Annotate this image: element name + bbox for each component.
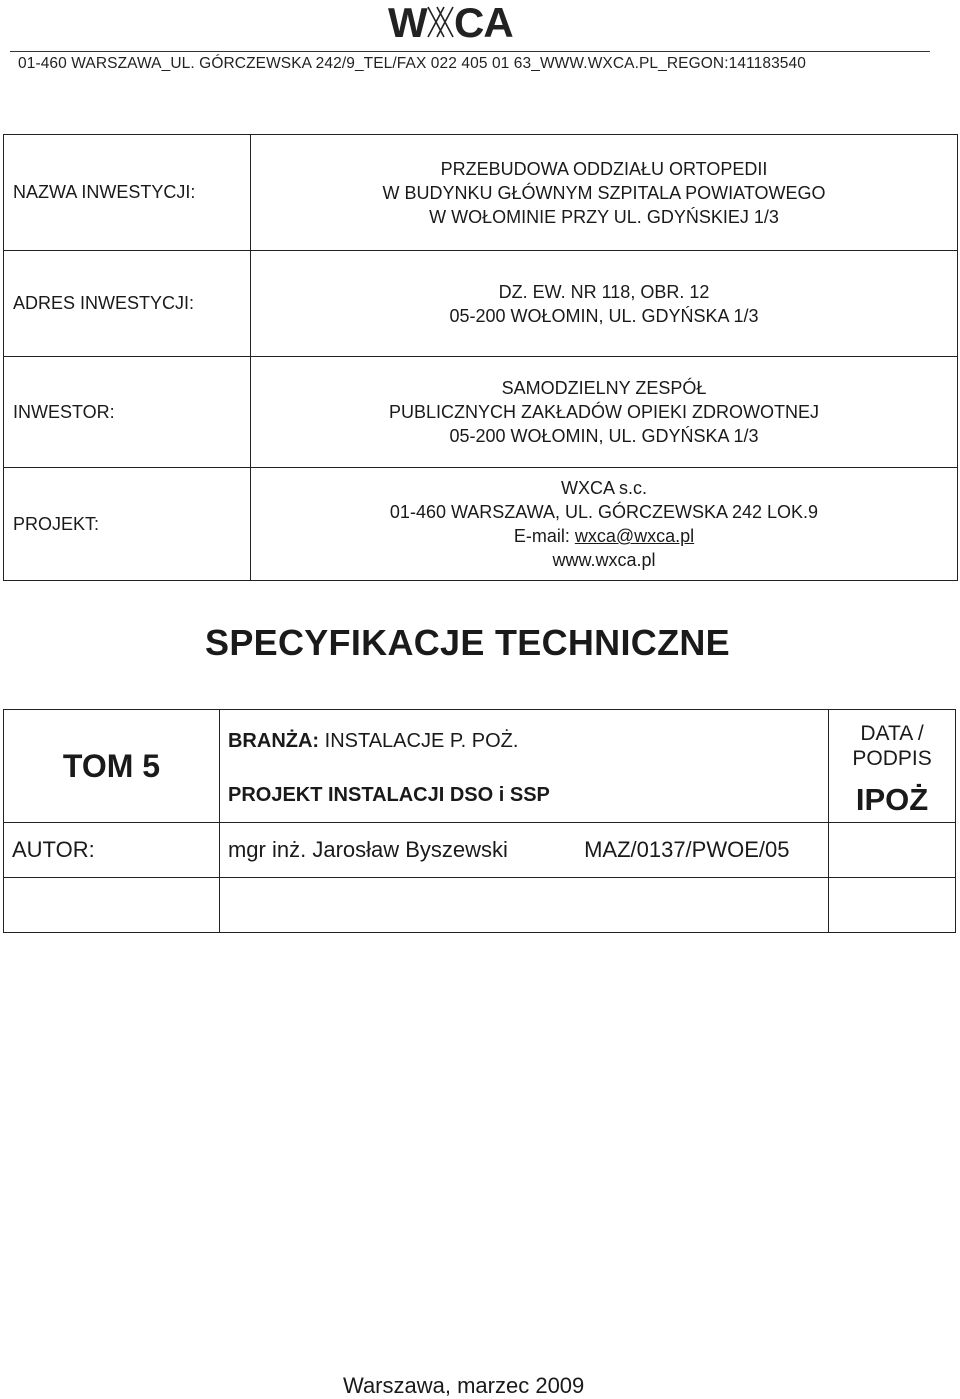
website-line: www.wxca.pl <box>552 550 656 570</box>
row-value <box>251 251 958 357</box>
investment-info-table <box>3 134 958 581</box>
header-info-line: 01-460 WARSZAWA_UL. GÓRCZEWSKA 242/9_TEL/FAX 022 405 01 63_WWW.WXCA.PL_REGON:141183540 <box>18 55 806 72</box>
author-license: MAZ/0137/PWOE/05 <box>584 837 790 862</box>
row-label: INWESTOR: <box>4 357 251 468</box>
author-cell <box>219 823 828 878</box>
value-line: PUBLICZNYCH ZAKŁADÓW OPIEKI ZDROWOTNEJ <box>388 402 820 422</box>
footer-place-date: Warszawa, marzec 2009 <box>343 1373 585 1398</box>
table-row <box>4 357 958 468</box>
value-line: 05-200 WOŁOMIN, UL. GDYŃSKA 1/3 <box>449 426 759 446</box>
table-row <box>4 135 958 251</box>
value-line: W BUDYNKU GŁÓWNYM SZPITALA POWIATOWEGO <box>382 182 826 203</box>
volume-number: TOM 5 <box>4 710 220 823</box>
email-link[interactable]: wxca@wxca.pl <box>574 526 695 546</box>
project-name: PROJEKT INSTALACJI DSO i SSP <box>227 784 550 806</box>
value-line: W WOŁOMINIE PRZY UL. GDYŃSKIEJ 1/3 <box>429 206 779 227</box>
author-label: AUTOR: <box>4 823 220 878</box>
table-row <box>4 251 958 357</box>
row-label: PROJEKT: <box>4 468 251 581</box>
header-divider <box>10 51 930 52</box>
value-line: DZ. EW. NR 118, OBR. 12 <box>498 281 710 302</box>
value-line: 01-460 WARSZAWA, UL. GÓRCZEWSKA 242 LOK.9 <box>389 502 819 522</box>
value-line: WXCA s.c. <box>560 478 647 498</box>
empty-cell <box>4 878 220 933</box>
row-label: NAZWA INWESTYCJI: <box>4 135 251 251</box>
wxca-logo <box>388 2 548 42</box>
x-mark <box>428 7 453 37</box>
svg-text:CA: CA <box>454 2 513 42</box>
page-title: SPECYFIKACJE TECHNICZNE <box>205 622 730 663</box>
value-line: PRZEBUDOWA ODDZIAŁU ORTOPEDII <box>440 158 768 179</box>
date-signature-cell <box>829 710 956 823</box>
svg-text:W: W <box>388 2 427 42</box>
discipline-code: IPOŻ <box>855 781 929 817</box>
discipline-label: BRANŻA: <box>227 730 320 752</box>
value-line: SAMODZIELNY ZESPÓŁ <box>501 378 707 398</box>
volume-table <box>3 709 956 933</box>
table-row <box>4 878 956 933</box>
row-label: ADRES INWESTYCJI: <box>4 251 251 357</box>
signature-label: PODPIS <box>852 746 932 770</box>
author-signature-cell <box>829 823 956 878</box>
discipline-value: INSTALACJE P. POŻ. <box>319 730 519 752</box>
table-row <box>4 468 958 581</box>
discipline-line <box>228 727 828 755</box>
empty-cell <box>219 878 828 933</box>
author-name: mgr inż. Jarosław Byszewski <box>227 837 508 862</box>
empty-cell <box>829 878 956 933</box>
date-label: DATA / <box>860 721 924 745</box>
discipline-cell <box>219 710 828 823</box>
value-line: 05-200 WOŁOMIN, UL. GDYŃSKA 1/3 <box>449 305 759 326</box>
row-value <box>251 468 958 581</box>
row-value <box>251 135 958 251</box>
email-line <box>251 524 957 548</box>
email-label: E-mail: <box>513 526 575 546</box>
table-row <box>4 710 956 823</box>
table-row <box>4 823 956 878</box>
row-value <box>251 357 958 468</box>
